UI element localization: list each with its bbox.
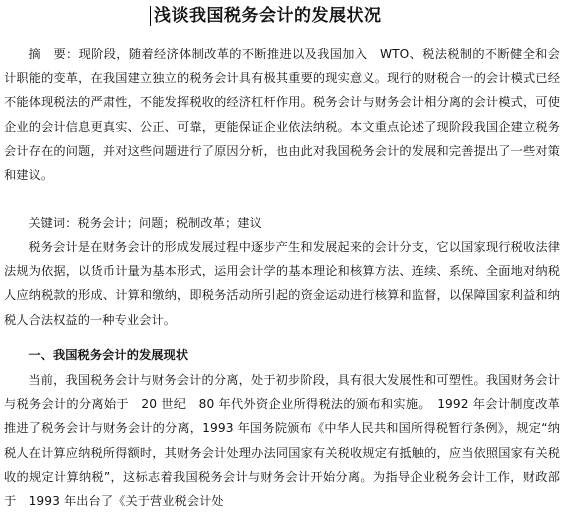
section-heading: 一、我国税务会计的发展现状	[28, 348, 189, 362]
section-body-paragraph: 当前，我国税务会计与财务会计的分离，处于初步阶段，具有很大发展性和可塑性。我国财务会计与税务会计的分离始于 20 世纪 80 年代外资企业所得税法的颁布和实施。 1992 年会计制度改革推进了税务会计与财务会计的分离，1993 年国务院颁布《中华人民共和国所得税暂行条例》，规定“纳税人在计算应纳税所得额时，其财务会计处理办法同国家有关税收规定有抵触的，应当依照国家有关税收的规定计算纳税”，这标志着我国税务会计与财务会计开始分离。为指导企业税务会计工作，财政部于 1993 年出台了《关于营业税会计处	[4, 373, 560, 509]
text-cursor	[150, 6, 151, 26]
abstract-paragraph: 摘 要：现阶段，随着经济体制改革的不断推进以及我国加入 WTO、税法税制的不断健全和会计职能的变革，在我国建立独立的税务会计具有极其重要的现实意义。现行的财税合一的会计模式已经不能体现税法的严肃性，不能发挥税收的经济杠杆作用。税务会计与财务会计相分离的会计模式，可使企业的会计信息更真实、公正、可靠，更能保证企业依法纳税。本文重点论述了现阶段我国企建立税务会计存在的问题，并对这些问题进行了原因分析，也由此对我国税务会计的发展和完善提出了一些对策和建议。	[4, 47, 560, 183]
document-title: 浅谈我国税务会计的发展状况	[154, 6, 382, 26]
definition-paragraph: 税务会计是在财务会计的形成发展过程中逐步产生和发展起来的会计分支，它以国家现行税收法律法规为依据，以货币计量为基本形式，运用会计学的基本理论和核算方法、连续、系统、全面地对纳税人应纳税款的形成、计算和缴纳，即税务活动所引起的资金运动进行核算和监督，以保障国家利益和纳税人合法权益的一种专业会计。	[4, 240, 560, 327]
keywords-paragraph: 关键词：税务会计；问题；税制改革；建议	[28, 216, 262, 230]
